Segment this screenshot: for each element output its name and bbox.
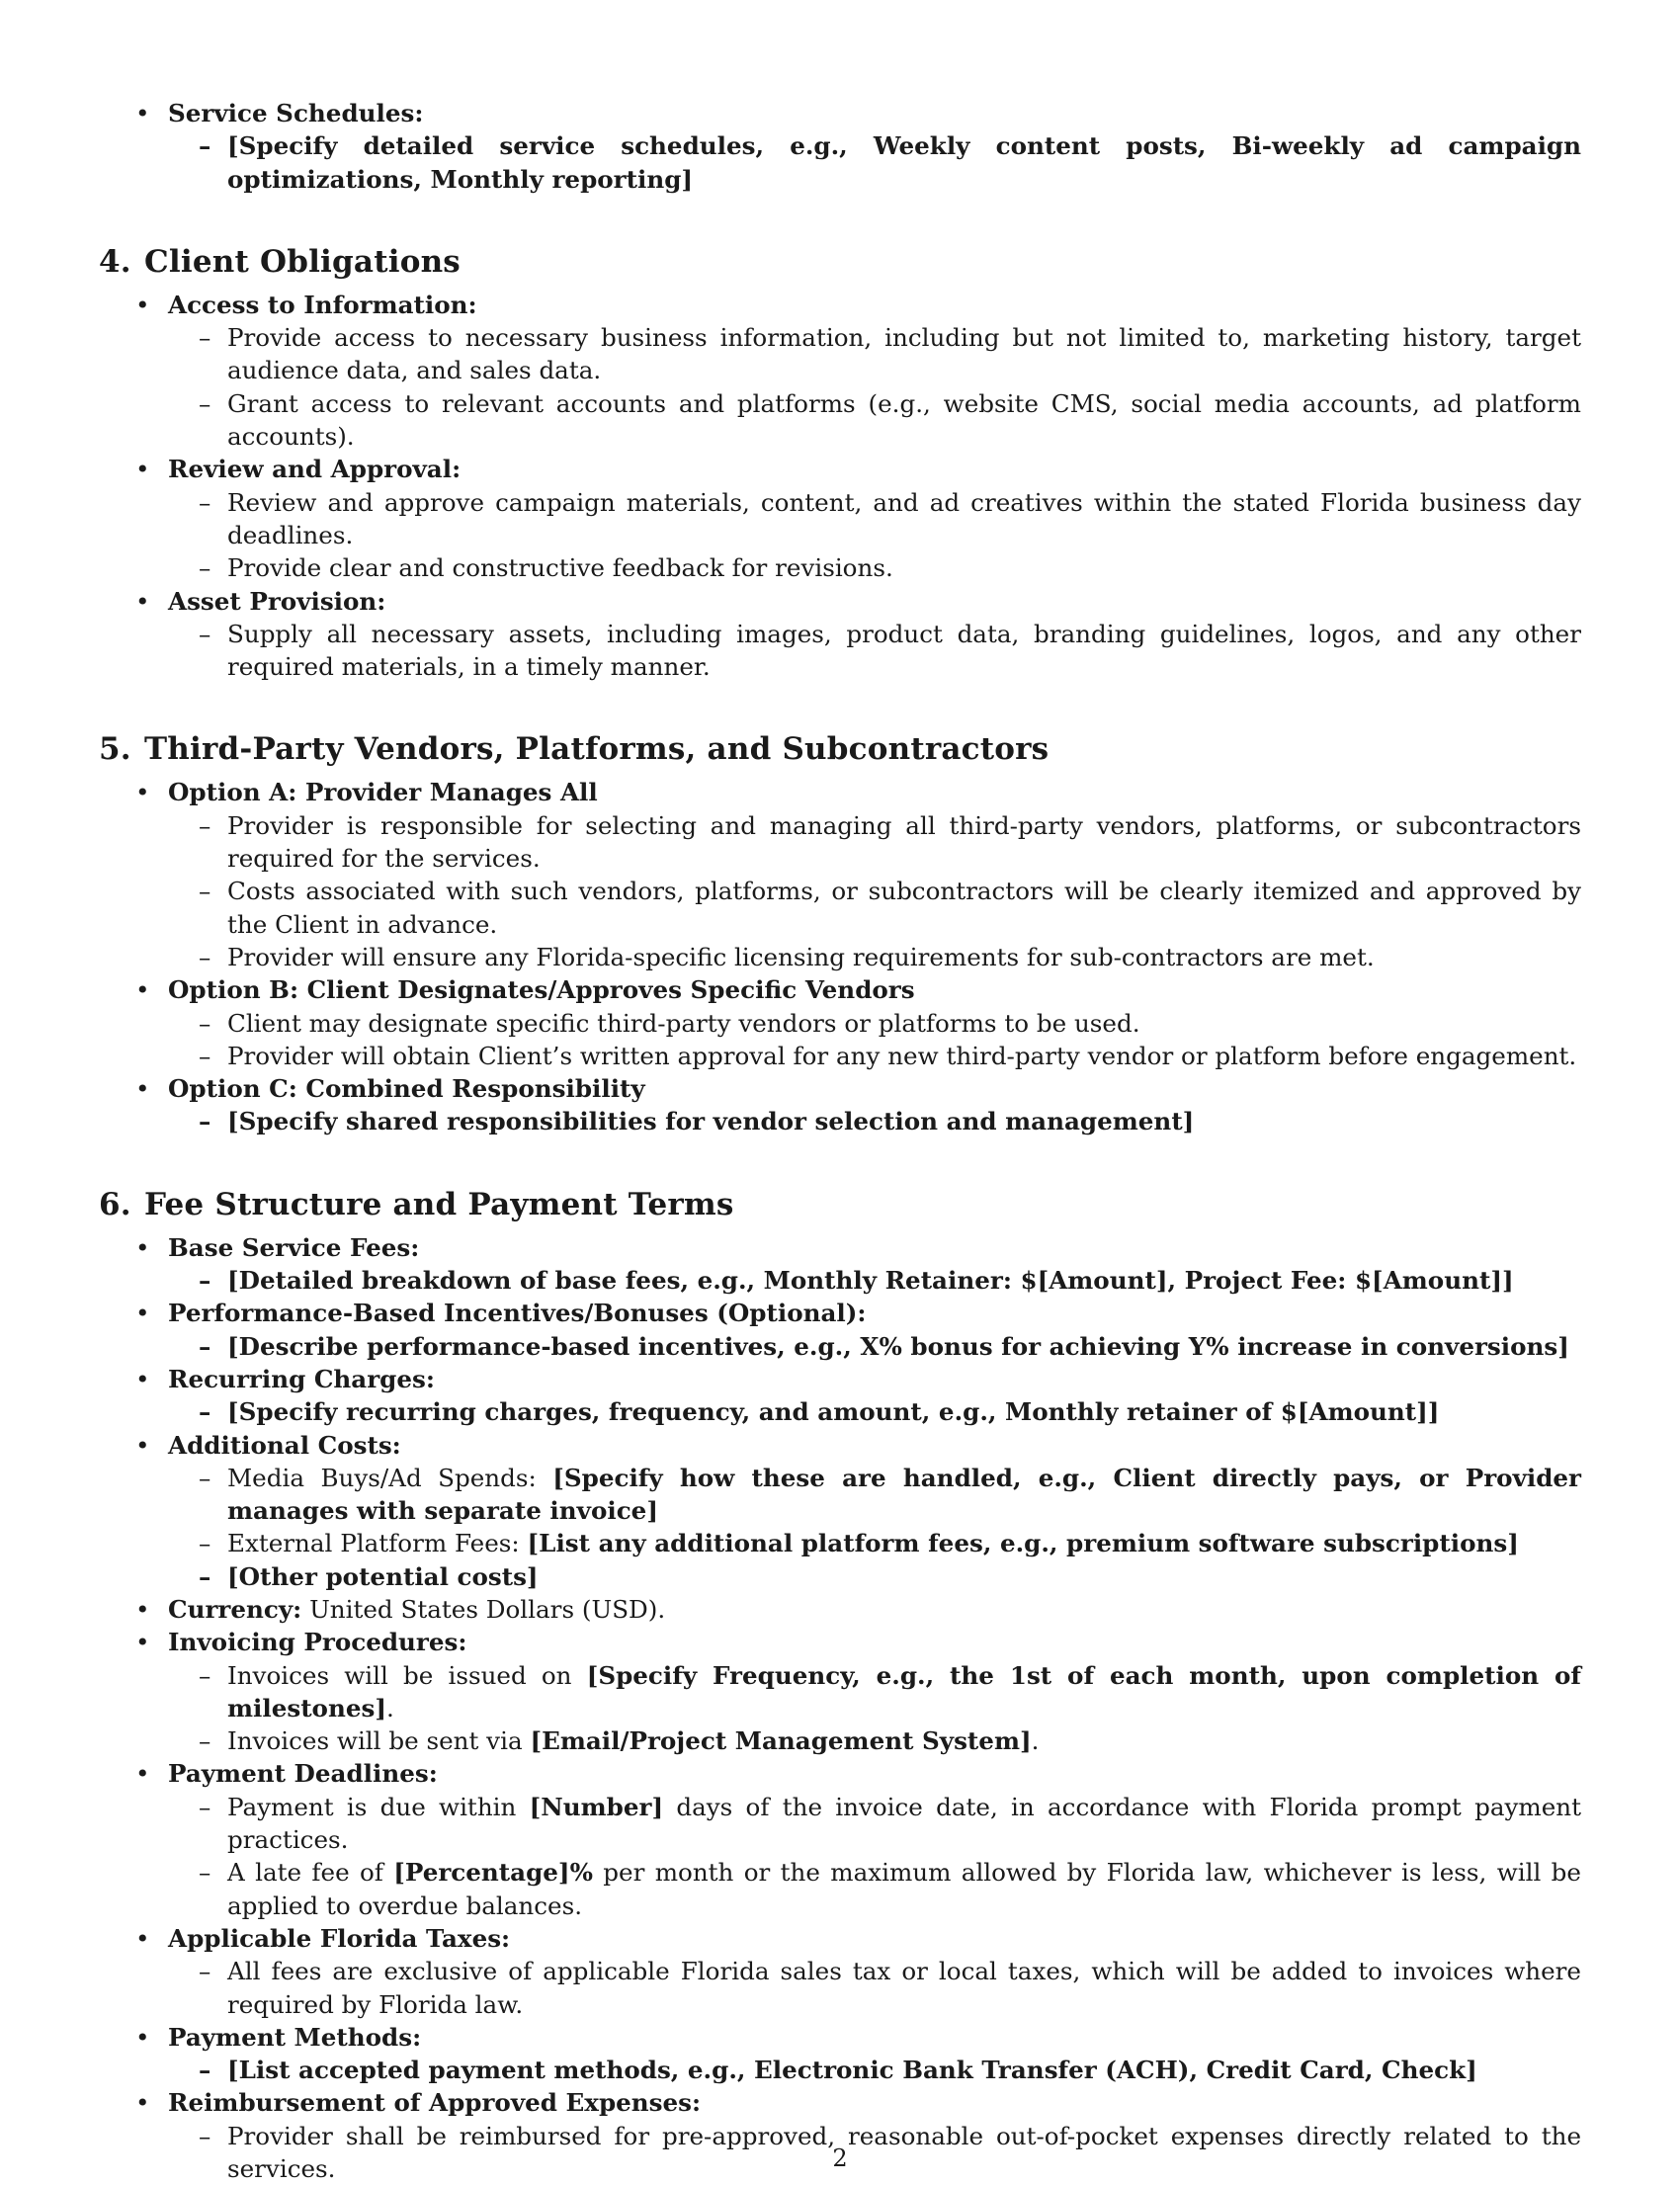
list-item: – Provide access to necessary business information, including but not limited to, marketing history, target audience data, and sales data. — [168, 321, 1581, 387]
list-item: • Recurring Charges: – [Specify recurring charges, frequency, and amount, e.g., Monthly retainer of $[Amount]] — [99, 1363, 1581, 1429]
section-heading-5: 5. Third-Party Vendors, Platforms, and Subcontractors — [99, 731, 1050, 768]
list-item: – All fees are exclusive of applicable Florida sales tax or local taxes, which will be added to invoices where required by Florida law. — [168, 1955, 1581, 2021]
page-number: 2 — [832, 2144, 848, 2172]
list-item: • Option C: Combined Responsibility – [Specify shared responsibilities for vendor selection and management] — [99, 1072, 1581, 1138]
list-item: – Provider shall be reimbursed for pre-approved, reasonable out-of-pocket expenses directly related to the services. — [168, 2120, 1581, 2185]
list-item: – Provider will obtain Client’s written approval for any new third-party vendor or platform before engagement. — [168, 1040, 1581, 1072]
section-heading-6: 6. Fee Structure and Payment Terms — [99, 1186, 734, 1222]
section-heading-4: 4. Client Obligations — [99, 243, 461, 280]
list-item: • Review and Approval: – Review and approve campaign materials, content, and ad creatives within the stated Florida business day deadlines. – Provide clear and constructive feedback for revisions. — [99, 453, 1581, 584]
list-item: • Base Service Fees: – [Detailed breakdown of base fees, e.g., Monthly Retainer: $[Amount], Project Fee: $[Amount]] — [99, 1231, 1581, 1298]
service-schedules-list — [99, 97, 1581, 196]
list-item: • Payment Methods: – [List accepted payment methods, e.g., Electronic Bank Transfer (ACH), Credit Card, Check] — [99, 2021, 1581, 2087]
list-item: – [Specify detailed service schedules, e.g., Weekly content posts, Bi-weekly ad campaign optimizations, Monthly reporting] — [168, 129, 1581, 196]
list-item: – Client may designate specific third-party vendors or platforms to be used. — [168, 1007, 1581, 1040]
list-item: • Option B: Client Designates/Approves Specific Vendors – Client may designate specific third-party vendors or platforms to be used. – Provider will obtain Client’s written approval for any new third-party vendor or platform before engagement. — [99, 973, 1581, 1072]
list-item: • Invoicing Procedures: – Invoices will be issued on [Specify Frequency, e.g., the 1st of each month, upon completion of milestones]. – Invoices will be sent via [Email/Project Management System]. — [99, 1626, 1581, 1757]
list-item: – Invoices will be issued on [Specify Frequency, e.g., the 1st of each month, upon completion of milestones]. — [168, 1659, 1581, 1725]
list-item: • Asset Provision: – Supply all necessary assets, including images, product data, branding guidelines, logos, and any other required materials, in a timely manner. — [99, 585, 1581, 684]
fee-structure-list — [99, 1231, 1581, 2185]
list-item: • Currency: United States Dollars (USD). — [99, 1593, 1581, 1626]
list-item: – [Specify recurring charges, frequency, and amount, e.g., Monthly retainer of $[Amount]] — [168, 1395, 1581, 1428]
list-item: – A late fee of [Percentage]% per month or the maximum allowed by Florida law, whichever is less, will be applied to overdue balances. — [168, 1856, 1581, 1922]
list-item — [99, 97, 1581, 196]
list-item: – Grant access to relevant accounts and platforms (e.g., website CMS, social media accounts, ad platform accounts). — [168, 387, 1581, 454]
list-item: • Additional Costs: – Media Buys/Ad Spends: [Specify how these are handled, e.g., Client directly pays, or Provider manages with separate invoice] – External Platform Fees: [List any additional platform fees, e.g., premium software subscriptions] – [Other potential costs] — [99, 1429, 1581, 1593]
list-item: – [Detailed breakdown of base fees, e.g., Monthly Retainer: $[Amount], Project Fee: $[Amount]] — [168, 1264, 1581, 1297]
list-item: • Access to Information: – Provide access to necessary business information, including but not limited to, marketing history, target audience data, and sales data. – Grant access to relevant accounts and platforms (e.g., website CMS, social media accounts, ad platform accounts). — [99, 289, 1581, 453]
list-item: – [Describe performance-based incentives, e.g., X% bonus for achieving Y% increase in conversions] — [168, 1330, 1581, 1363]
list-item: • Payment Deadlines: – Payment is due within [Number] days of the invoice date, in accordance with Florida prompt payment practices. – A late fee of [Percentage]% per month or the maximum allowed by Florida law, whichever is less, will be applied to overdue balances. — [99, 1757, 1581, 1921]
list-item: – Invoices will be sent via [Email/Project Management System]. — [168, 1724, 1581, 1757]
list-item: – Payment is due within [Number] days of the invoice date, in accordance with Florida prompt payment practices. — [168, 1791, 1581, 1857]
list-item: – [List accepted payment methods, e.g., Electronic Bank Transfer (ACH), Credit Card, Check] — [168, 2054, 1581, 2086]
list-item: – [Other potential costs] — [168, 1560, 1581, 1593]
vendors-list — [99, 776, 1581, 1137]
list-item: • Option A: Provider Manages All – Provider is responsible for selecting and managing all third-party vendors, platforms, or subcontractors required for the services. – Costs associated with such vendors, platforms, or subcontractors will be clearly itemized and approved by the Client in advance. – Provider will ensure any Florida-specific licensing requirements for sub-contractors are met. — [99, 776, 1581, 973]
list-item: • Reimbursement of Approved Expenses: – Provider shall be reimbursed for pre-approved, reasonable out-of-pocket expenses directly related to the services. — [99, 2086, 1581, 2185]
list-item: – Media Buys/Ad Spends: [Specify how these are handled, e.g., Client directly pays, or Provider manages with separate invoice] — [168, 1462, 1581, 1528]
list-item: – Supply all necessary assets, including images, product data, branding guidelines, logos, and any other required materials, in a timely manner. — [168, 618, 1581, 684]
list-item: • Applicable Florida Taxes: – All fees are exclusive of applicable Florida sales tax or local taxes, which will be added to invoices where required by Florida law. — [99, 1922, 1581, 2021]
list-item: – Provide clear and constructive feedback for revisions. — [168, 551, 1581, 584]
list-item: – Provider is responsible for selecting and managing all third-party vendors, platforms, or subcontractors required for the services. — [168, 809, 1581, 876]
list-item: – External Platform Fees: [List any additional platform fees, e.g., premium software subscriptions] — [168, 1527, 1581, 1559]
list-item: – [Specify shared responsibilities for vendor selection and management] — [168, 1105, 1581, 1137]
list-item: • Performance-Based Incentives/Bonuses (Optional): – [Describe performance-based incentives, e.g., X% bonus for achieving Y% increase in conversions] — [99, 1297, 1581, 1363]
document-page — [99, 97, 1581, 2185]
client-obligations-list — [99, 289, 1581, 684]
list-item: – Costs associated with such vendors, platforms, or subcontractors will be clearly itemized and approved by the Client in advance. — [168, 875, 1581, 941]
list-item: – Provider will ensure any Florida-specific licensing requirements for sub-contractors are met. — [168, 941, 1581, 973]
service-schedules-heading: Service Schedules: — [168, 99, 424, 127]
list-item: – Review and approve campaign materials, content, and ad creatives within the stated Florida business day deadlines. — [168, 486, 1581, 552]
